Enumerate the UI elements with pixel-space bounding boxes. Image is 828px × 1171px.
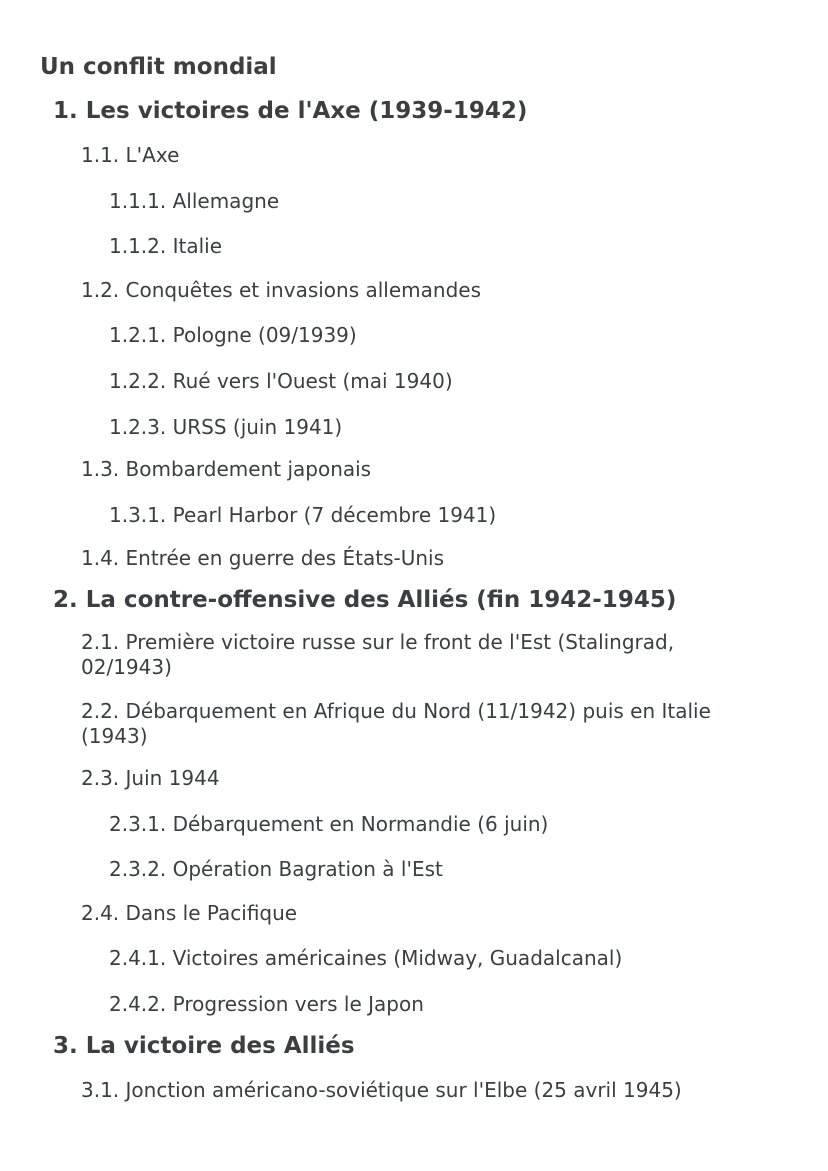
outline-item: 1.2.1. Pologne (09/1939): [109, 323, 357, 347]
subsection-heading: 1.1. L'Axe: [81, 143, 180, 167]
subsection-heading: 2.4. Dans le Pacifique: [81, 901, 298, 925]
section-heading: 1. Les victoires de l'Axe (1939-1942): [53, 98, 528, 124]
subsection-heading: 3.1. Jonction américano-soviétique sur l'Elbe (25 avril 1945): [81, 1078, 682, 1102]
subsection-heading: 1.3. Bombardement japonais: [81, 457, 372, 481]
subsection-heading: 1.2. Conquêtes et invasions allemandes: [81, 278, 481, 302]
outline-item: 1.3.1. Pearl Harbor (7 décembre 1941): [109, 503, 497, 527]
subsection-heading: 2.2. Débarquement en Afrique du Nord (11/1942) puis en Italie (1943): [81, 699, 711, 748]
outline-item: 2.4.2. Progression vers le Japon: [109, 992, 424, 1016]
section-heading: 3. La victoire des Alliés: [53, 1033, 355, 1059]
outline-item: 1.2.3. URSS (juin 1941): [109, 415, 343, 439]
outline-item: 1.2.2. Rué vers l'Ouest (mai 1940): [109, 369, 453, 393]
section-heading: 2. La contre-offensive des Alliés (fin 1942-1945): [53, 587, 677, 613]
outline-item: 1.1.2. Italie: [109, 234, 223, 258]
outline-item: 2.4.1. Victoires américaines (Midway, Guadalcanal): [109, 946, 623, 970]
outline-item: 2.3.2. Opération Bagration à l'Est: [109, 857, 443, 881]
outline-item: 1.1.1. Allemagne: [109, 189, 280, 213]
document-title: Un conflit mondial: [40, 54, 277, 80]
subsection-heading: 2.3. Juin 1944: [81, 766, 220, 790]
subsection-heading: 1.4. Entrée en guerre des États-Unis: [81, 546, 445, 570]
outline-item: 2.3.1. Débarquement en Normandie (6 juin): [109, 812, 549, 836]
subsection-heading: 2.1. Première victoire russe sur le front de l'Est (Stalingrad, 02/1943): [81, 630, 675, 679]
